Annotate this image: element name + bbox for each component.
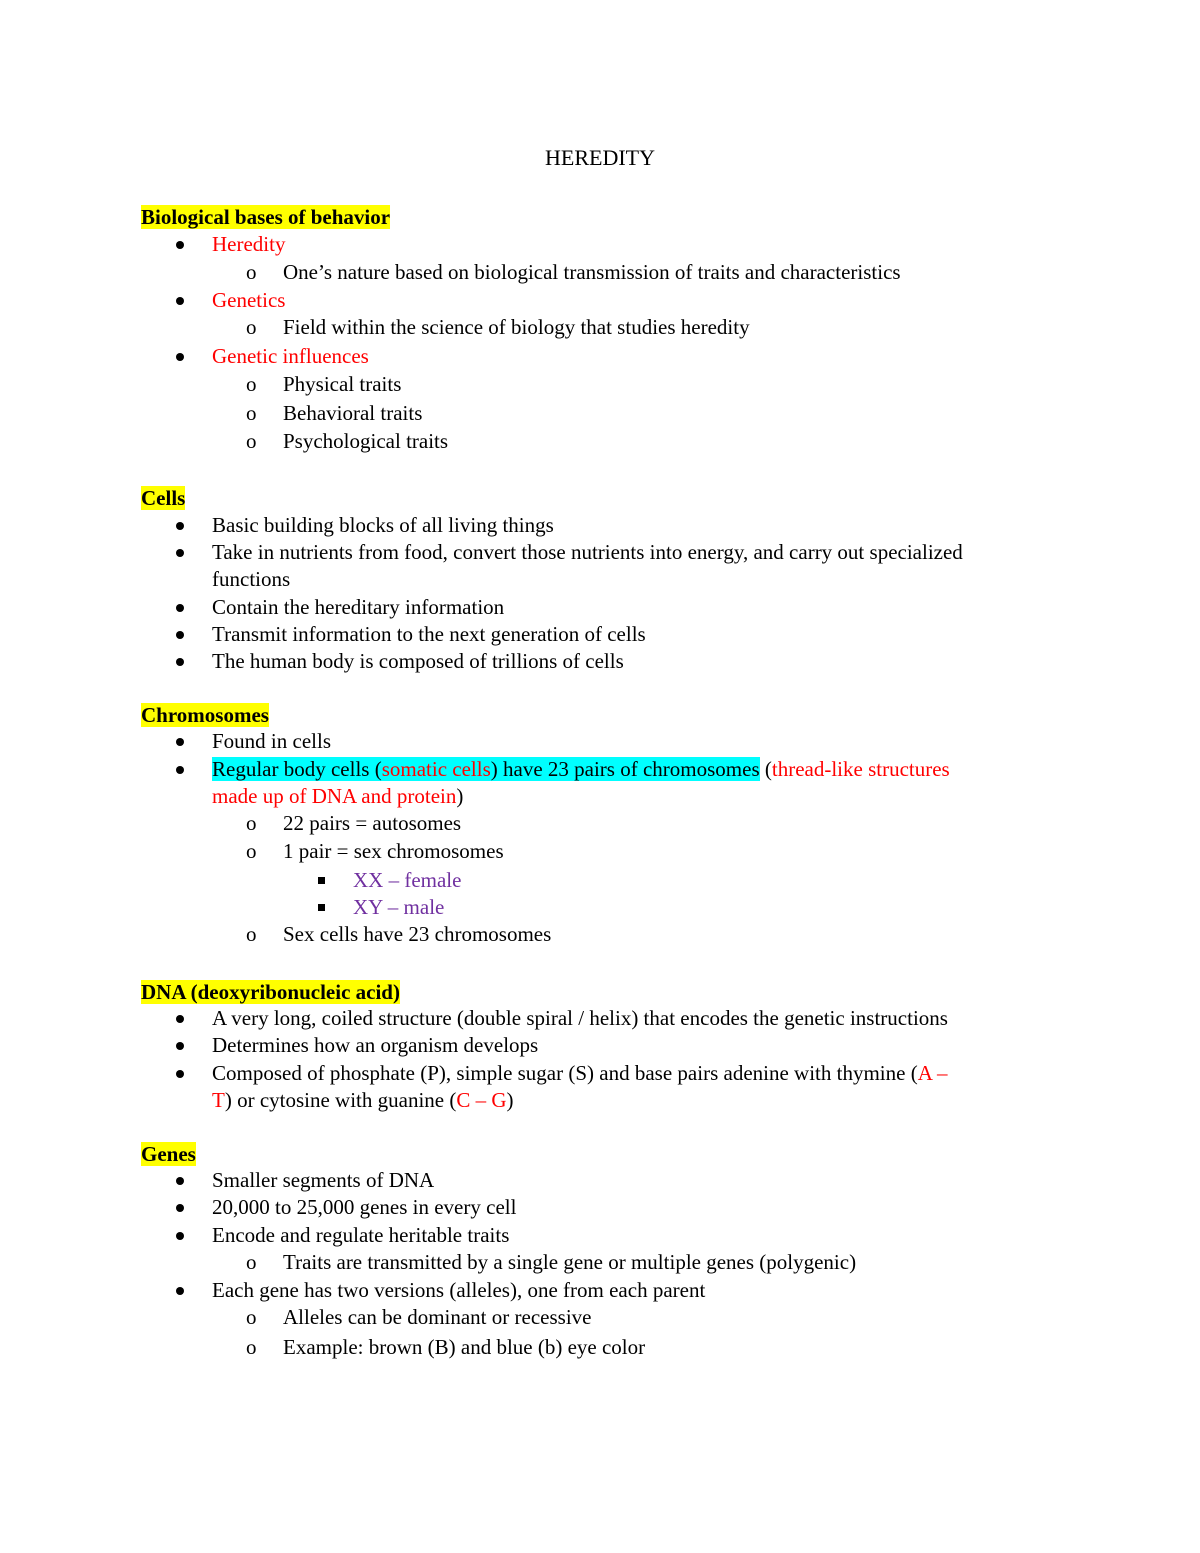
term-thread-like: thread-like structures xyxy=(771,757,950,781)
term-dna-protein: made up of DNA and protein xyxy=(212,784,457,808)
bullet-genetic-influences: Genetic influences xyxy=(212,344,369,368)
term-somatic-cells: somatic cells xyxy=(381,757,491,781)
subbullet-polygenic: Traits are transmitted by a single gene or multiple genes (polygenic) xyxy=(283,1250,857,1274)
subbullet-sex-chromosomes: 1 pair = sex chromosomes xyxy=(283,839,504,863)
circle-bullet-icon: o xyxy=(246,401,257,425)
section-heading-cells xyxy=(141,485,185,512)
subbullet-genetics-definition: Field within the science of biology that studies heredity xyxy=(283,315,750,339)
text-run: ) or cytosine with guanine ( xyxy=(224,1088,457,1112)
bullet-icon xyxy=(176,1232,184,1240)
bullet-cells-hereditary-info: Contain the hereditary information xyxy=(212,595,505,619)
bullet-dna-composition xyxy=(212,1060,947,1087)
subbullet-eye-color-example: Example: brown (B) and blue (b) eye color xyxy=(283,1335,646,1359)
term-c-g: C – G xyxy=(456,1088,507,1112)
subsubbullet-xy-male: XY – male xyxy=(353,895,445,919)
bullet-icon xyxy=(176,1177,184,1185)
bullet-cells-transmit: Transmit information to the next generation of cells xyxy=(212,622,646,646)
bullet-icon xyxy=(176,631,184,639)
square-bullet-icon xyxy=(318,904,325,911)
bullet-genetics: Genetics xyxy=(212,288,286,312)
bullet-heredity: Heredity xyxy=(212,232,286,256)
text-run: Composed of phosphate (P), simple sugar (S) and base pairs adenine with thymine ( xyxy=(212,1061,918,1085)
bullet-icon xyxy=(176,241,184,249)
bullet-icon xyxy=(176,658,184,666)
section-heading-dna xyxy=(141,979,400,1006)
text-run: ) have 23 pairs of chromosomes xyxy=(490,757,760,781)
circle-bullet-icon: o xyxy=(246,1305,257,1329)
text-run: ( xyxy=(759,757,772,781)
subbullet-psychological-traits: Psychological traits xyxy=(283,429,449,453)
circle-bullet-icon: o xyxy=(246,315,257,339)
circle-bullet-icon: o xyxy=(246,1250,257,1274)
circle-bullet-icon: o xyxy=(246,1335,257,1359)
bullet-dna-composition-continued xyxy=(212,1087,514,1114)
bullet-genes-encode: Encode and regulate heritable traits xyxy=(212,1223,510,1247)
bullet-icon xyxy=(176,1015,184,1023)
bullet-icon xyxy=(176,297,184,305)
circle-bullet-icon: o xyxy=(246,922,257,946)
subbullet-heredity-definition: One’s nature based on biological transmission of traits and characteristics xyxy=(283,260,901,284)
section-heading-biological-bases xyxy=(141,204,390,231)
text-run: ) xyxy=(456,784,464,808)
highlighted-phrase xyxy=(212,757,760,781)
bullet-cells-building-blocks: Basic building blocks of all living things xyxy=(212,513,554,537)
circle-bullet-icon: o xyxy=(246,811,257,835)
bullet-somatic-cells xyxy=(212,756,950,783)
text-run: ) xyxy=(506,1088,514,1112)
bullet-icon xyxy=(176,738,184,746)
section-heading-genes xyxy=(141,1141,196,1168)
bullet-found-in-cells: Found in cells xyxy=(212,729,331,753)
subbullet-dominant-recessive: Alleles can be dominant or recessive xyxy=(283,1305,592,1329)
bullet-somatic-cells-continued xyxy=(212,783,463,810)
bullet-cells-nutrients: Take in nutrients from food, convert those nutrients into energy, and carry out specialized xyxy=(212,540,963,564)
bullet-icon xyxy=(176,1204,184,1212)
heading-text: Cells xyxy=(141,486,186,510)
heading-text: Biological bases of behavior xyxy=(141,205,391,229)
bullet-dna-develops: Determines how an organism develops xyxy=(212,1033,539,1057)
bullet-icon xyxy=(176,604,184,612)
subbullet-autosomes: 22 pairs = autosomes xyxy=(283,811,462,835)
bullet-icon xyxy=(176,353,184,361)
bullet-icon xyxy=(176,522,184,530)
heading-text: Genes xyxy=(141,1142,196,1166)
square-bullet-icon xyxy=(318,877,325,884)
circle-bullet-icon: o xyxy=(246,260,257,284)
heading-text: DNA (deoxyribonucleic acid) xyxy=(141,980,400,1004)
term-a-t: A – xyxy=(917,1061,948,1085)
circle-bullet-icon: o xyxy=(246,839,257,863)
text-run: Regular body cells ( xyxy=(212,757,382,781)
bullet-icon xyxy=(176,1070,184,1078)
document-title: HEREDITY xyxy=(545,145,655,170)
circle-bullet-icon: o xyxy=(246,372,257,396)
subbullet-sex-cells: Sex cells have 23 chromosomes xyxy=(283,922,552,946)
subsubbullet-xx-female: XX – female xyxy=(353,868,462,892)
bullet-genes-count: 20,000 to 25,000 genes in every cell xyxy=(212,1195,517,1219)
bullet-genes-segments: Smaller segments of DNA xyxy=(212,1168,435,1192)
bullet-icon xyxy=(176,766,184,774)
bullet-dna-structure: A very long, coiled structure (double spiral / helix) that encodes the genetic instructions xyxy=(212,1006,948,1030)
subbullet-behavioral-traits: Behavioral traits xyxy=(283,401,423,425)
bullet-cells-trillions: The human body is composed of trillions of cells xyxy=(212,649,624,673)
bullet-cells-nutrients-continued: functions xyxy=(212,567,291,591)
bullet-icon xyxy=(176,1042,184,1050)
bullet-icon xyxy=(176,549,184,557)
circle-bullet-icon: o xyxy=(246,429,257,453)
subbullet-physical-traits: Physical traits xyxy=(283,372,402,396)
term-t: T xyxy=(212,1088,225,1112)
bullet-genes-alleles: Each gene has two versions (alleles), one from each parent xyxy=(212,1278,706,1302)
bullet-icon xyxy=(176,1287,184,1295)
section-heading-chromosomes xyxy=(141,702,269,729)
heading-text: Chromosomes xyxy=(141,703,269,727)
